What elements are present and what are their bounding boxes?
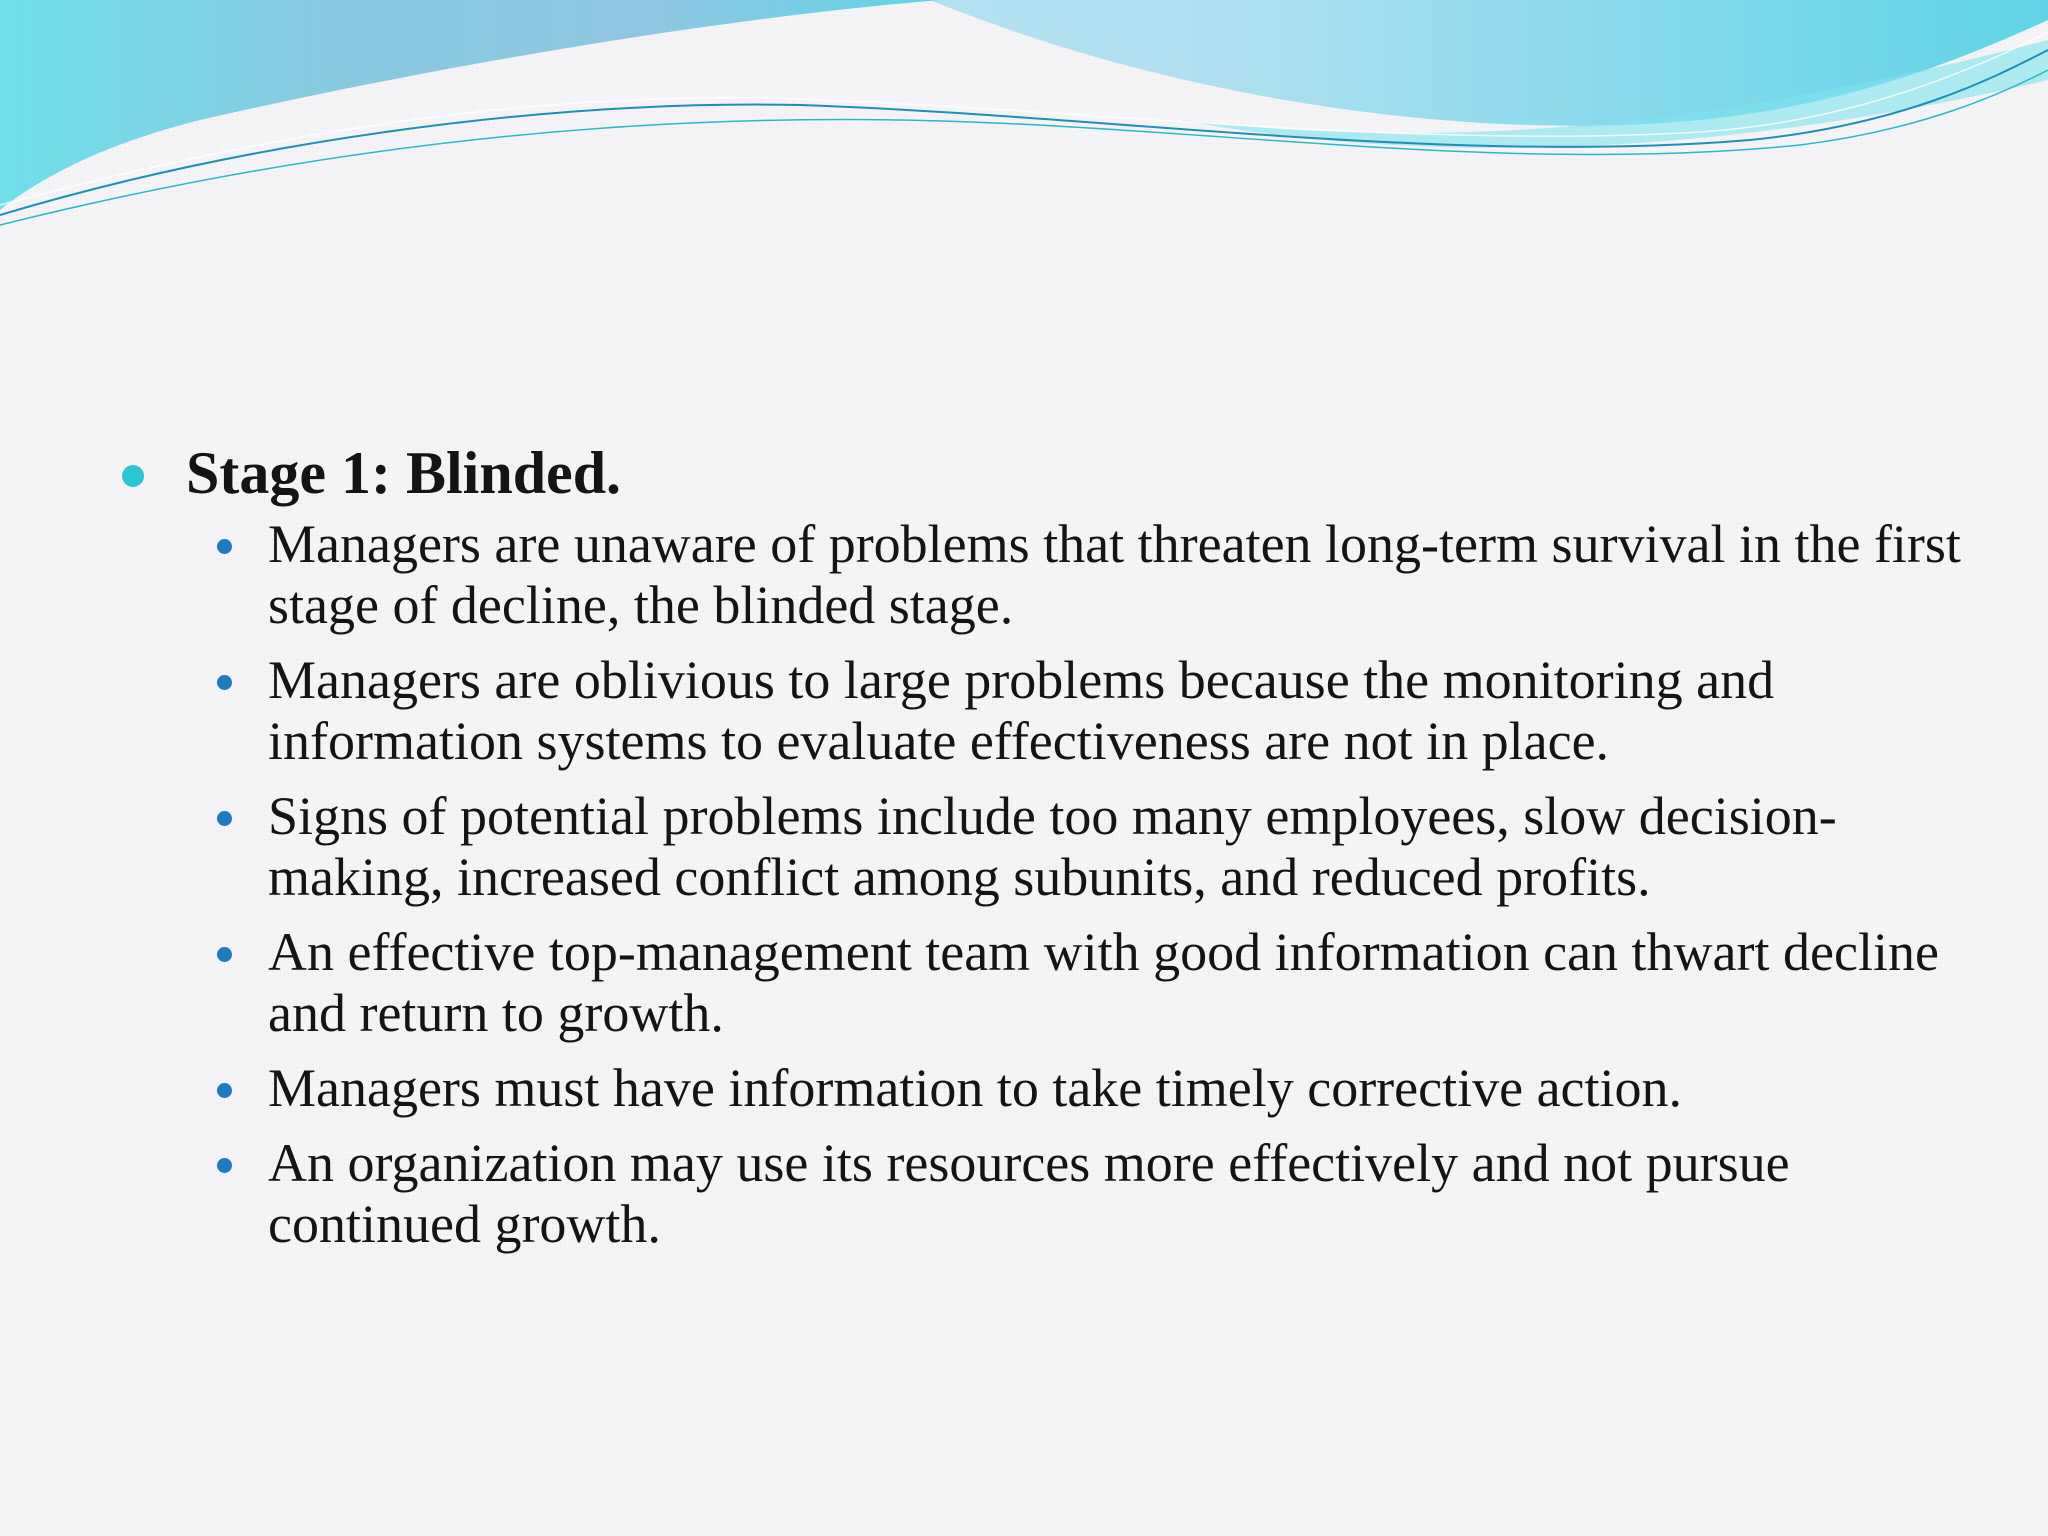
list-item-text: Signs of potential problems include too many employees, slow decision-making, increased conflict among subunits, and reduced profits. [268, 786, 1837, 907]
level2-bullet-icon [217, 811, 232, 826]
list-item [217, 1133, 1972, 1255]
level2-bullet-icon [217, 675, 232, 690]
slide-content [122, 438, 1972, 1269]
list-item [217, 1058, 1972, 1119]
level2-bullet-icon [217, 539, 232, 554]
level2-bullet-icon [217, 1158, 232, 1173]
list-item-text: An organization may use its resources more effectively and not pursue continued growth. [268, 1133, 1790, 1254]
subpoint-list [122, 514, 1972, 1255]
list-item [217, 786, 1972, 908]
list-item-text: Managers are unaware of problems that threaten long-term survival in the first stage of decline, the blinded stage. [268, 514, 1961, 635]
stage-heading: Stage 1: Blinded. [186, 440, 622, 506]
header-wave-decoration [0, 0, 2048, 240]
list-item [217, 514, 1972, 636]
level2-bullet-icon [217, 947, 232, 962]
list-item-text: Managers are oblivious to large problems because the monitoring and information systems to evaluate effectiveness are not in place. [268, 650, 1775, 771]
list-item [217, 922, 1972, 1044]
level1-item [122, 438, 1972, 508]
level2-bullet-icon [217, 1083, 232, 1098]
list-item-text: Managers must have information to take timely corrective action. [268, 1058, 1683, 1118]
list-item [217, 650, 1972, 772]
level1-bullet-icon [122, 465, 144, 487]
list-item-text: An effective top-management team with good information can thwart decline and return to growth. [268, 922, 1939, 1043]
